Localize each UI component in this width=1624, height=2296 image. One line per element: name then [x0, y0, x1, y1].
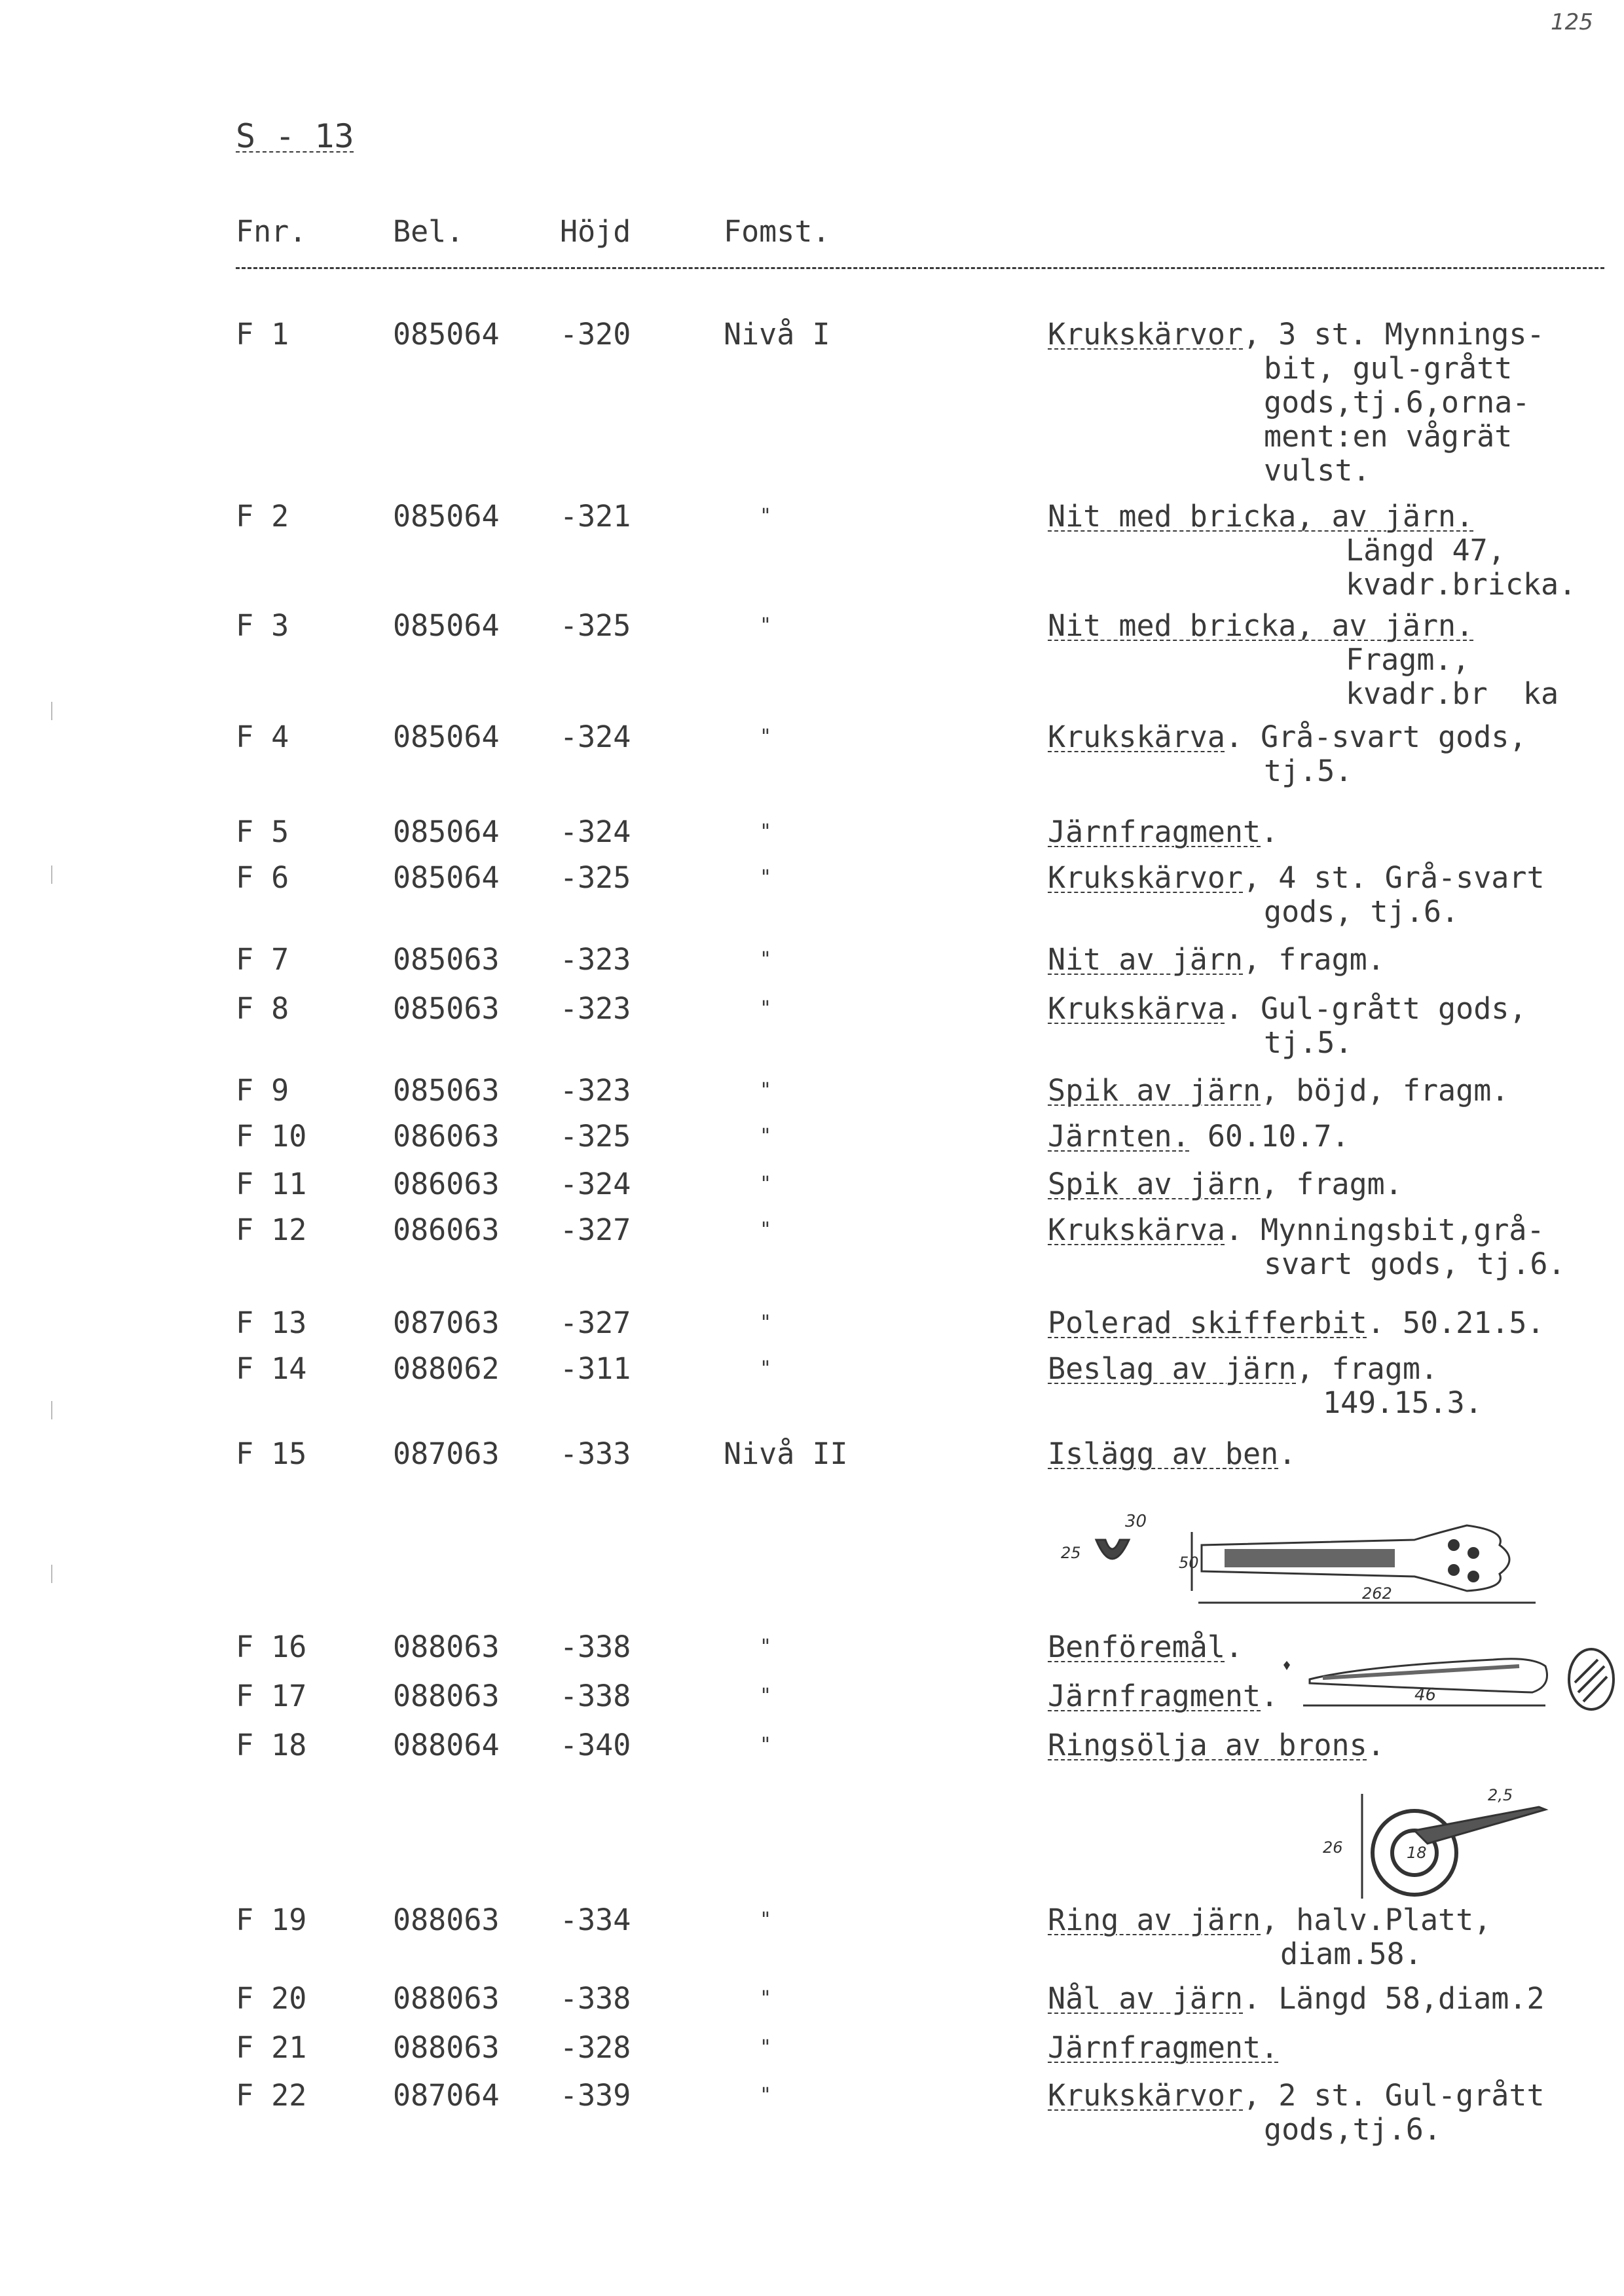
entry-fomst: ": [760, 997, 772, 1020]
entry-description-line: ment:en vågrät: [1264, 419, 1513, 454]
entry-description-rest: , halv.Platt,: [1261, 1903, 1492, 1937]
entry-fnr: F 12: [236, 1212, 307, 1247]
entry-bel: 088063: [393, 1981, 500, 2016]
entry-fomst: ": [760, 1734, 772, 1757]
entry-description-rest: , fragm.: [1296, 1351, 1439, 1386]
sketch-f18-ringsolja: [1310, 1781, 1572, 1912]
sketch-f15-label-b: 25: [1061, 1544, 1081, 1562]
entry-description-title: Nit av järn: [1048, 942, 1244, 977]
entry-fomst: ": [760, 948, 772, 971]
entry-description-title: Järnfragment.: [1048, 2030, 1279, 2065]
entry-description-rest: .: [1261, 1679, 1279, 1713]
entry-hojd: -321: [560, 499, 631, 534]
entry-description-rest: .: [1225, 1630, 1244, 1664]
entry-description: [1048, 1437, 1296, 1471]
header-bel: Bel.: [393, 214, 464, 249]
entry-description-rest: , 4 st. Grå-svart: [1243, 860, 1545, 895]
entry-hojd: -324: [560, 720, 631, 754]
entry-description-rest: .: [1278, 1436, 1297, 1471]
entry-hojd: -338: [560, 1679, 631, 1713]
entry-fnr: F 17: [236, 1679, 307, 1713]
entry-hojd: -320: [560, 317, 631, 352]
entry-description: [1048, 1120, 1350, 1154]
margin-mark: [51, 866, 52, 884]
entry-hojd: -323: [560, 991, 631, 1026]
entry-bel: 085064: [393, 608, 500, 643]
entry-fomst: ": [760, 1908, 772, 1931]
entry-description-title: Krukskärvor: [1048, 2078, 1244, 2113]
entry-fnr: F 1: [236, 317, 289, 352]
entry-fomst: ": [760, 1987, 772, 2010]
entry-fomst: ": [760, 2036, 772, 2059]
entry-description-line: diam.58.: [1280, 1937, 1422, 1971]
entry-bel: 085064: [393, 860, 500, 895]
entry-description-rest: , fragm.: [1261, 1167, 1403, 1201]
entry-description: [1048, 943, 1385, 977]
entry-description-rest: . Längd 58,diam.2: [1243, 1981, 1545, 2016]
entry-hojd: -324: [560, 814, 631, 849]
entry-fnr: F 3: [236, 608, 289, 643]
entry-description-title: Krukskärva: [1048, 991, 1225, 1026]
entry-bel: 086063: [393, 1167, 500, 1201]
entry-description: [1048, 815, 1278, 849]
entry-description-line: Längd 47,: [1346, 533, 1505, 568]
entry-description-line: tj.5.: [1264, 754, 1353, 788]
entry-description-line: svart gods, tj.6.: [1264, 1247, 1566, 1281]
entry-hojd: -333: [560, 1436, 631, 1471]
entry-description-line: gods,tj.6,orna-: [1264, 385, 1530, 420]
entry-fnr: F 16: [236, 1630, 307, 1664]
entry-fomst: ": [760, 1173, 772, 1195]
entry-hojd: -338: [560, 1981, 631, 2016]
entry-description-title: Nit med bricka, av järn.: [1048, 499, 1474, 534]
entry-fomst: ": [760, 1218, 772, 1241]
header-fnr: Fnr.: [236, 214, 307, 249]
entry-description-rest: . Grå-svart gods,: [1225, 720, 1527, 754]
page-number: 125: [1551, 9, 1593, 35]
entry-description: [1048, 1982, 1545, 2016]
margin-mark: [51, 702, 52, 720]
entry-fnr: F 19: [236, 1903, 307, 1937]
entry-fomst: ": [760, 820, 772, 843]
entry-description: [1048, 318, 1545, 352]
entry-description-title: Järnfragment: [1048, 814, 1261, 849]
sketch-f18-label-b: 26: [1323, 1838, 1343, 1857]
entry-bel: 088063: [393, 1630, 500, 1664]
entry-description-title: Krukskärva: [1048, 720, 1225, 754]
entry-hojd: -334: [560, 1903, 631, 1937]
entry-description: [1048, 1352, 1438, 1386]
entry-fomst: Nivå I: [724, 317, 830, 352]
entry-description-rest: .: [1261, 814, 1279, 849]
entry-bel: 087063: [393, 1305, 500, 1340]
sketch-f15-label-a: 30: [1125, 1512, 1147, 1531]
entry-fnr: F 8: [236, 991, 289, 1026]
header-fomst: Fomst.: [724, 214, 830, 249]
entry-fnr: F 10: [236, 1119, 307, 1154]
entry-fomst: ": [760, 1357, 772, 1380]
entry-fnr: F 5: [236, 814, 289, 849]
entry-description-title: Ringsölja av brons: [1048, 1728, 1367, 1762]
entry-fnr: F 21: [236, 2030, 307, 2065]
entry-fomst: ": [760, 1125, 772, 1148]
entry-bel: 085063: [393, 942, 500, 977]
entry-description-title: Krukskärvor: [1048, 860, 1244, 895]
entry-hojd: -340: [560, 1728, 631, 1762]
entry-bel: 088063: [393, 1679, 500, 1713]
entry-description-line: Fragm.,: [1346, 642, 1470, 677]
entry-description-rest: . Gul-grått gods,: [1225, 991, 1527, 1026]
entry-bel: 087064: [393, 2078, 500, 2113]
entry-bel: 088064: [393, 1728, 500, 1762]
entry-description: [1048, 992, 1527, 1026]
entry-fomst: ": [760, 866, 772, 889]
entry-fomst: ": [760, 1079, 772, 1102]
entry-description-rest: .: [1367, 1728, 1385, 1762]
entry-description: [1048, 1167, 1403, 1201]
entry-bel: 085064: [393, 499, 500, 534]
entry-fnr: F 22: [236, 2078, 307, 2113]
entry-description-line: gods,tj.6.: [1264, 2112, 1441, 2147]
sketch-f15-label-d: 262: [1362, 1584, 1392, 1603]
entry-fnr: F 4: [236, 720, 289, 754]
entry-description: [1048, 1679, 1278, 1713]
entry-description-title: Beslag av järn: [1048, 1351, 1297, 1386]
entry-hojd: -311: [560, 1351, 631, 1386]
entry-description: [1048, 2079, 1545, 2113]
entry-bel: 085063: [393, 1073, 500, 1108]
margin-mark: [51, 1565, 52, 1583]
entry-description-line: tj.5.: [1264, 1025, 1353, 1060]
entry-hojd: -338: [560, 1630, 631, 1664]
entry-fnr: F 2: [236, 499, 289, 534]
entry-description-line: 149.15.3.: [1323, 1385, 1483, 1420]
entry-hojd: -324: [560, 1167, 631, 1201]
entry-description-title: Polerad skifferbit: [1048, 1305, 1367, 1340]
entry-fnr: F 20: [236, 1981, 307, 2016]
entry-description: [1048, 1213, 1545, 1247]
entry-description-rest: , böjd, fragm.: [1261, 1073, 1509, 1108]
entry-fomst: ": [760, 1635, 772, 1658]
entry-description: [1048, 2031, 1278, 2065]
entry-fnr: F 11: [236, 1167, 307, 1201]
sketch-f16-benforemal: [1283, 1647, 1624, 1725]
entry-description-rest: , 3 st. Mynnings-: [1243, 317, 1545, 352]
entry-description-line: kvadr.br ka: [1346, 676, 1559, 711]
entry-description-title: Nit med bricka, av järn.: [1048, 608, 1474, 643]
sketch-f16-label-a: 46: [1414, 1685, 1437, 1705]
entry-description-rest: 60.10.7.: [1189, 1119, 1350, 1154]
entry-hojd: -323: [560, 1073, 631, 1108]
entry-hojd: -325: [560, 608, 631, 643]
entry-fomst: ": [760, 1311, 772, 1334]
entry-description: [1048, 1728, 1385, 1762]
entry-description-title: Spik av järn: [1048, 1073, 1261, 1108]
entry-fomst: ": [760, 505, 772, 528]
entry-description: [1048, 609, 1473, 643]
entry-description-title: Ring av järn: [1048, 1903, 1261, 1937]
header-hojd: Höjd: [560, 214, 631, 249]
entry-fomst: ": [760, 2084, 772, 2107]
entry-description-title: Krukskärva: [1048, 1212, 1225, 1247]
entry-description-title: Järnfragment: [1048, 1679, 1261, 1713]
entry-bel: 085064: [393, 814, 500, 849]
entry-description-title: Islägg av ben: [1048, 1436, 1279, 1471]
entry-description: [1048, 1306, 1545, 1340]
entry-description: [1048, 720, 1527, 754]
sketch-f18-label-c: 18: [1407, 1844, 1427, 1862]
document-title: S - 13: [236, 117, 354, 155]
entry-bel: 087063: [393, 1436, 500, 1471]
entry-hojd: -325: [560, 1119, 631, 1154]
entry-bel: 086063: [393, 1212, 500, 1247]
entry-bel: 085064: [393, 720, 500, 754]
entry-description-title: Spik av järn: [1048, 1167, 1261, 1201]
entry-fomst: ": [760, 725, 772, 748]
entry-description-title: Nål av järn: [1048, 1981, 1244, 2016]
entry-hojd: -323: [560, 942, 631, 977]
entry-hojd: -325: [560, 860, 631, 895]
entry-hojd: -328: [560, 2030, 631, 2065]
entry-bel: 088063: [393, 1903, 500, 1937]
entry-fomst: ": [760, 614, 772, 637]
entry-fnr: F 9: [236, 1073, 289, 1108]
entry-description: [1048, 1074, 1509, 1108]
entry-description: [1048, 861, 1545, 895]
entry-hojd: -339: [560, 2078, 631, 2113]
sketch-f15-label-c: 50: [1179, 1554, 1199, 1572]
entry-fnr: F 18: [236, 1728, 307, 1762]
entry-description: [1048, 1630, 1243, 1664]
entry-bel: 086063: [393, 1119, 500, 1154]
entry-description-rest: , 2 st. Gul-grått: [1243, 2078, 1545, 2113]
entry-description-rest: , fragm.: [1243, 942, 1385, 977]
margin-mark: [51, 1401, 52, 1419]
entry-description-line: gods, tj.6.: [1264, 894, 1460, 929]
entry-fnr: F 15: [236, 1436, 307, 1471]
entry-description-title: Järnten.: [1048, 1119, 1190, 1154]
entry-bel: 085064: [393, 317, 500, 352]
entry-description-line: kvadr.bricka.: [1346, 567, 1577, 602]
entry-hojd: -327: [560, 1305, 631, 1340]
entry-fnr: F 6: [236, 860, 289, 895]
entry-description-line: bit, gul-grått: [1264, 351, 1513, 386]
entry-fnr: F 14: [236, 1351, 307, 1386]
entry-fomst: ": [760, 1685, 772, 1707]
entry-description: [1048, 500, 1473, 534]
entry-bel: 088062: [393, 1351, 500, 1386]
entry-fnr: F 7: [236, 942, 289, 977]
entry-description-title: Krukskärvor: [1048, 317, 1244, 352]
entry-hojd: -327: [560, 1212, 631, 1247]
sketch-f18-label-a: 2,5: [1488, 1786, 1513, 1804]
entry-bel: 088063: [393, 2030, 500, 2065]
sketch-f15-islagg: [1048, 1506, 1545, 1624]
entry-description-title: Benföremål: [1048, 1630, 1225, 1664]
entry-description-rest: . Mynningsbit,grå-: [1225, 1212, 1545, 1247]
entry-description-rest: . 50.21.5.: [1367, 1305, 1545, 1340]
entry-description-line: vulst.: [1264, 453, 1371, 488]
header-divider: [236, 267, 1604, 269]
entry-fnr: F 13: [236, 1305, 307, 1340]
entry-bel: 085063: [393, 991, 500, 1026]
entry-fomst: Nivå II: [724, 1436, 848, 1471]
